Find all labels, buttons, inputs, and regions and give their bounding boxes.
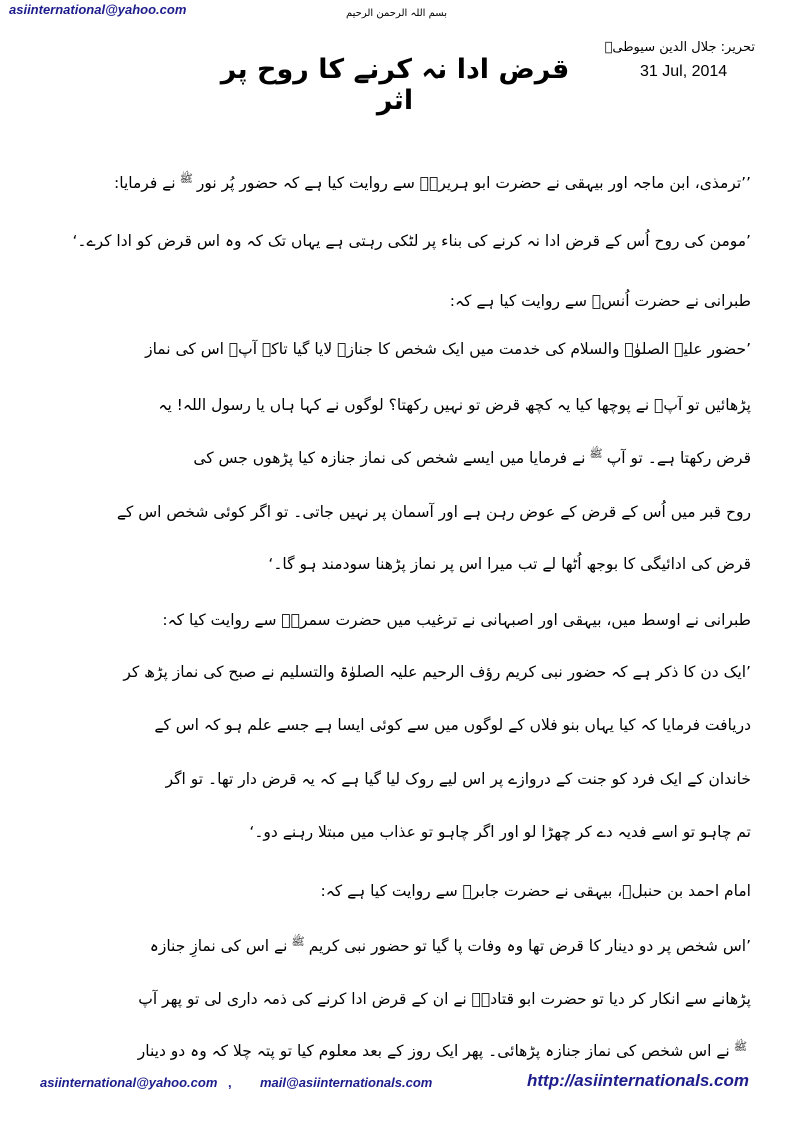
bismillah: بسم اللہ الرحمن الرحیم	[345, 8, 447, 19]
p3-line-1: ’ایک دن کا ذکر ہے کہ حضور نبی کریم رؤف الرحیم علیہ الصلوٰۃ والتسلیم نے صبح کی نماز پڑھ کر	[123, 663, 751, 681]
p4-line-3	[40, 1040, 751, 1060]
saw-glyph: ﷺ	[589, 447, 603, 460]
header-email[interactable]: asiinternational@yahoo.com	[9, 2, 187, 17]
p1-line-1-tail: نے فرمایا:	[114, 174, 176, 193]
page-title: قرض ادا نہ کرنے کا روح پر اثر	[220, 54, 570, 116]
saw-glyph: ﷺ	[179, 172, 193, 185]
p4-line-3-tail: نے اس شخص کی نماز جنازہ پڑھائی۔ پھر ایک روز کے بعد معلوم کیا تو پتہ چلا کہ وہ دو دینار	[137, 1042, 730, 1061]
p2-line-3-head: قرض رکھتا ہے۔ تو آپ	[606, 449, 751, 468]
footer-email-2[interactable]: mail@asiinternationals.com	[260, 1075, 433, 1090]
p2-line-3-tail: نے فرمایا میں ایسے شخص کی نماز جنازہ کیا پڑھوں جس کی	[193, 449, 586, 468]
saw-glyph: ﷺ	[291, 935, 305, 948]
saw-glyph: ﷺ	[733, 1040, 747, 1053]
footer-url[interactable]: http://asiinternationals.com	[527, 1071, 749, 1090]
p1-line-2: ’مومن کی روح اُس کے قرض ادا نہ کرنے کی بناء پر لٹکی رہتی ہے یہاں تک کہ وہ اس قرض کو ادا کرے۔‘	[72, 232, 751, 250]
p1-line-1	[40, 172, 751, 192]
p3-line-4: تم چاہو تو اسے فدیہ دے کر چھڑا لو اور اگر چاہو تو عذاب میں مبتلا رہنے دو۔‘	[249, 823, 751, 841]
p2-intro: طبرانی نے حضرت اُنسؓ سے روایت کیا ہے کہ:	[449, 292, 751, 310]
p1-line-1-text: ’’ترمذی، ابن ماجہ اور بیہقی نے حضرت ابو ہریرہؓ سے روایت کیا ہے کہ حضور پُر نور	[196, 174, 751, 193]
p2-line-3	[40, 447, 751, 467]
footer-email-1[interactable]: asiinternational@yahoo.com	[40, 1075, 218, 1090]
p3-intro: طبرانی نے اوسط میں، بیہقی اور اصبہانی نے ترغیب میں حضرت سمرہؓ سے روایت کیا کہ:	[162, 611, 751, 629]
footer-separator: ,	[228, 1075, 232, 1090]
p2-line-4: روح قبر میں اُس کے قرض کے عوض رہن ہے اور آسمان پر نہیں جاتی۔ تو اگر کوئی شخص اس کے	[116, 503, 751, 521]
p4-line-1-tail: نے اس کی نمازِ جنازہ	[149, 937, 288, 956]
date-line: 31 Jul, 2014	[640, 63, 728, 80]
p3-line-2: دریافت فرمایا کہ کیا یہاں بنو فلاں کے لوگوں میں سے کوئی ایسا ہے جسے علم ہو کہ اس کے	[154, 716, 751, 734]
p3-line-3: خاندان کے ایک فرد کو جنت کے دروازے پر اس لیے روک لیا گیا ہے کہ یہ قرض دار تھا۔ تو اگر	[165, 770, 751, 788]
p4-line-2: پڑھانے سے انکار کر دیا تو حضرت ابو قتادہؓ نے ان کے قرض ادا کرنے کی ذمہ داری لی تو پھر آپ	[138, 990, 751, 1008]
p4-line-1	[40, 935, 751, 955]
p2-line-2: پڑھائیں تو آپؐ نے پوچھا کیا یہ کچھ قرض تو نہیں رکھتا؟ لوگوں نے کہا ہاں یا رسول اللہ! یہ	[158, 396, 751, 414]
p4-intro: امام احمد بن حنبلؒ، بیہقی نے حضرت جابرؓ سے روایت کیا ہے کہ:	[320, 882, 751, 900]
p2-line-1: ’حضور علیہ الصلوٰۃ والسلام کی خدمت میں ایک شخص کا جنازہ لایا گیا تاکہ آپؐ اس کی نماز	[145, 340, 751, 358]
p4-line-1-head: ’اس شخص پر دو دینار کا قرض تھا وہ وفات پا گیا تو حضور نبی کریم	[308, 937, 751, 956]
author-line: تحریر: جلال الدین سیوطیؒ	[604, 40, 755, 55]
p2-line-5: قرض کی ادائیگی کا بوجھ اُٹھا لے تب میرا اس پر نماز پڑھنا سودمند ہو گا۔‘	[268, 555, 751, 573]
